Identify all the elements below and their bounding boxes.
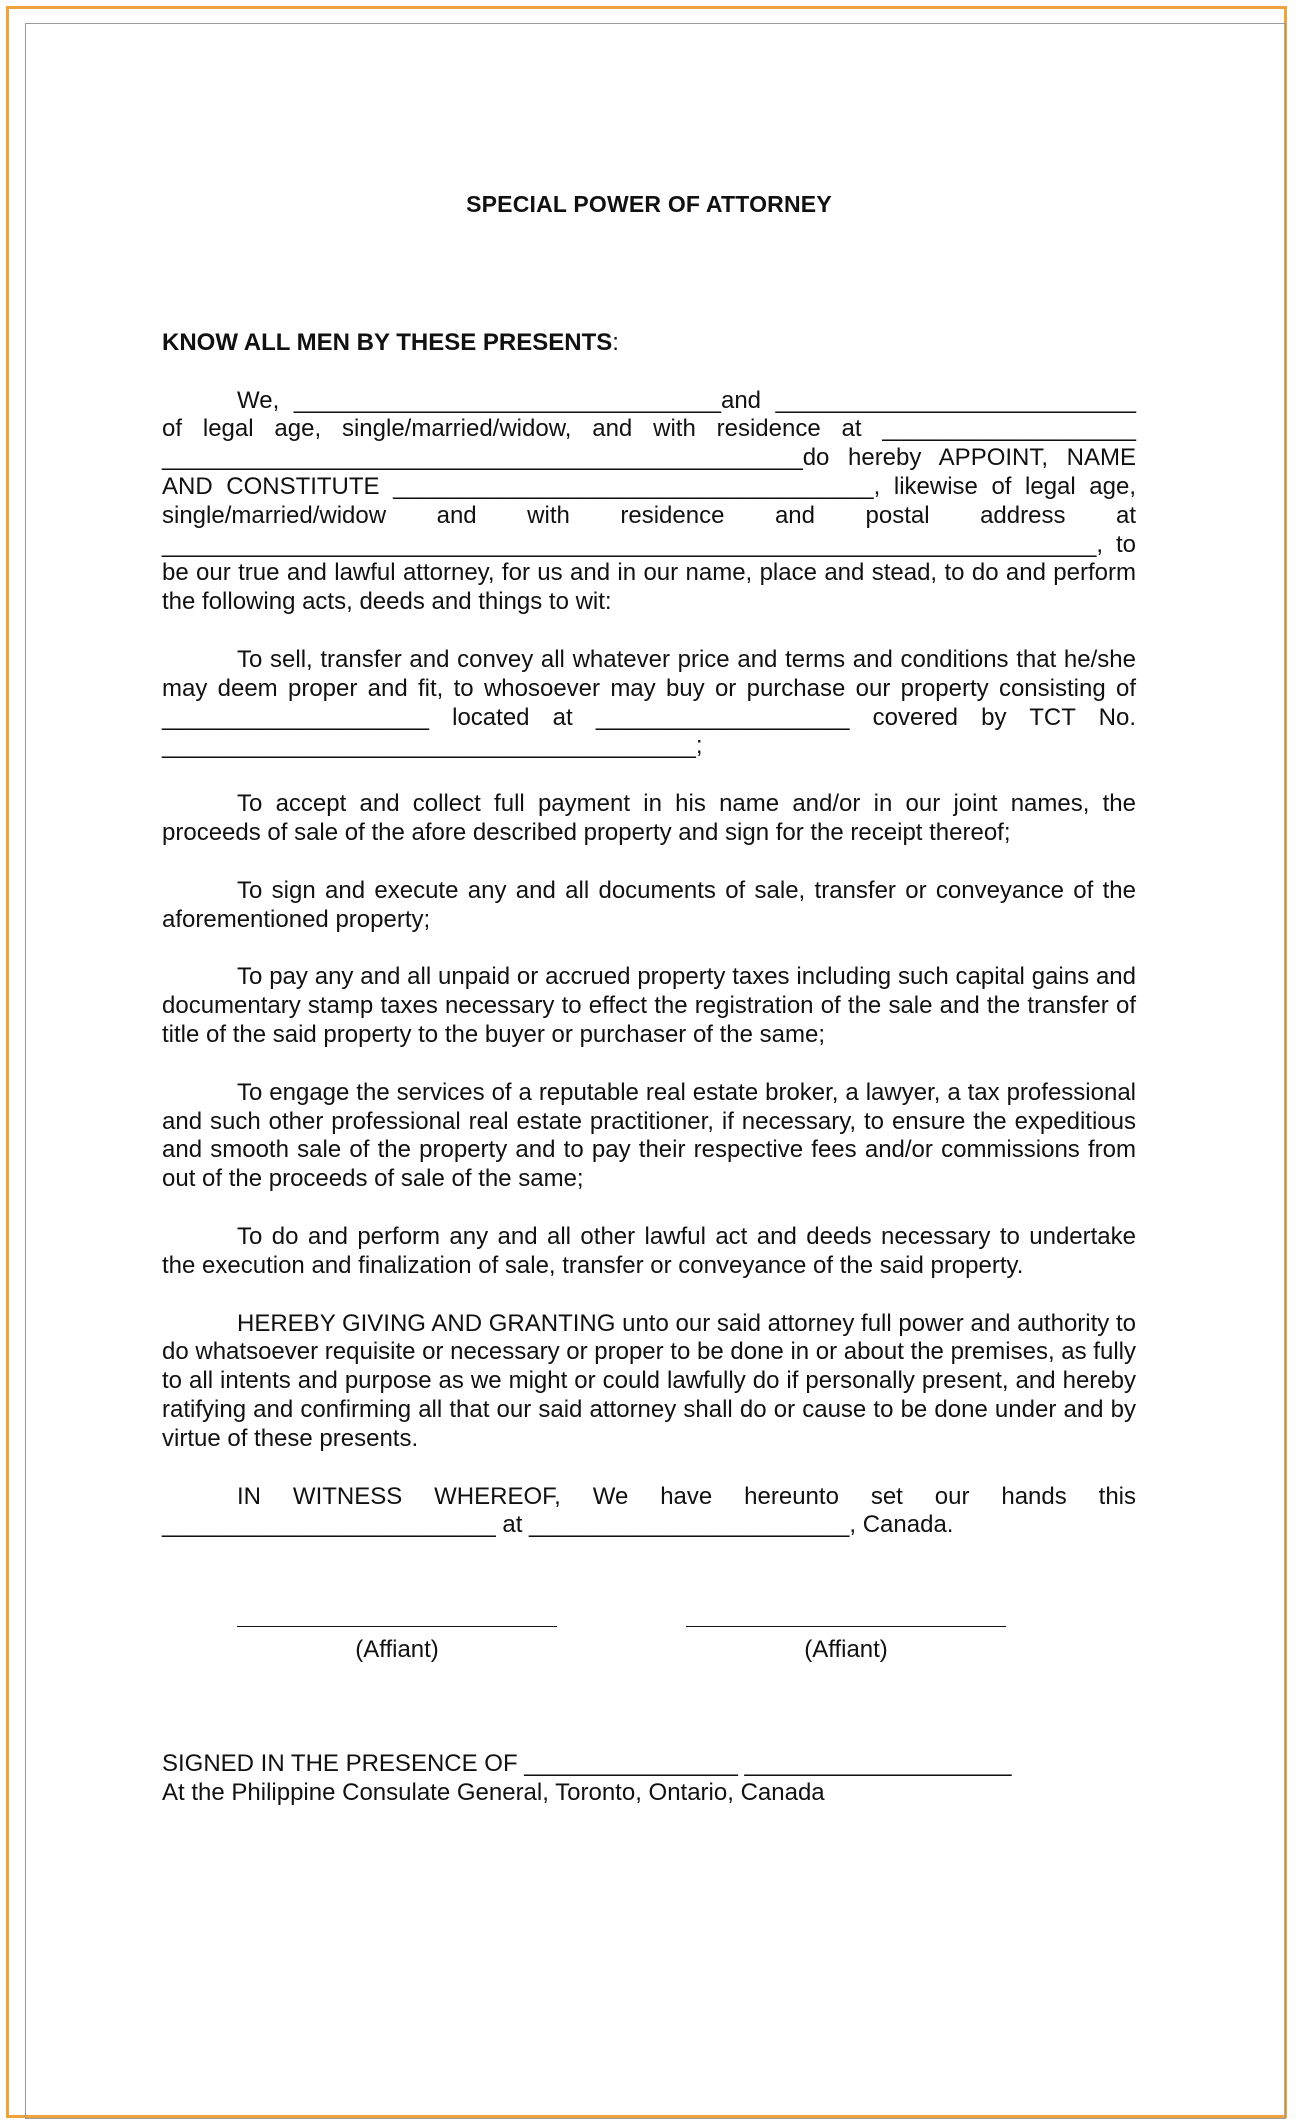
consulate-line: At the Philippine Consulate General, Toronto, Ontario, Canada <box>162 1778 825 1806</box>
paragraph-witness: IN WITNESS WHEREOF, We have hereunto set our hands this _________________________ at ________________________, Canada. <box>162 1482 1136 1539</box>
affiant-label-right: (Affiant) <box>804 1636 888 1664</box>
paragraph-appointment: We, ________________________________and ___________________________ of legal age, single/married/widow, and with residence at ___________________ ________________________________________________do hereby APPOINT, NAME AND CONSTITUTE ____________________________________, likewise of legal age, single/married/widow and with residence and postal address at ______________________________________________________________________, to be our true and lawful attorney, for us and in our name, place and stead, to do and perform the following acts, deeds and things to wit: <box>162 386 1136 616</box>
heading-colon: : <box>612 328 619 356</box>
paragraph-collect: To accept and collect full payment in his name and/or in our joint names, the proceeds of sale of the afore described property and sign for the receipt thereof; <box>162 790 1136 846</box>
signed-presence-line: SIGNED IN THE PRESENCE OF ________________ ____________________ <box>162 1750 1012 1778</box>
document-heading <box>162 329 1136 358</box>
signature-block <box>162 1626 1136 1716</box>
document-title: SPECIAL POWER OF ATTORNEY <box>466 191 832 217</box>
affiant-label-left: (Affiant) <box>355 1636 439 1664</box>
paragraph-taxes: To pay any and all unpaid or accrued property taxes including such capital gains and documentary stamp taxes necessary to effect the registration of the sale and the transfer of title of the said property to the buyer or purchaser of the same; <box>162 963 1136 1048</box>
presence-block <box>162 1750 1136 1808</box>
paragraph-sell: To sell, transfer and convey all whatever price and terms and conditions that he/she may deem proper and fit, to whosoever may buy or purchase our property consisting of ____________________ located at ___________________ covered by TCT No. ________________________________________; <box>162 645 1136 760</box>
paragraph-granting: HEREBY GIVING AND GRANTING unto our said attorney full power and authority to do whatsoever requisite or necessary or proper to be done in or about the premises, as fully to all intents and purpose as we might or could lawfully do if personally present, and hereby ratifying and confirming all that our said attorney shall do or cause to be done under and by virtue of these presents. <box>162 1309 1136 1452</box>
signature-line-right <box>686 1626 1006 1627</box>
signature-line-left <box>237 1626 557 1627</box>
paragraph-engage: To engage the services of a reputable real estate broker, a lawyer, a tax professional and such other professional real estate practitioner, if necessary, to ensure the expeditious and smooth sale of the property and to pay their respective fees and/or commissions from out of the proceeds of sale of the same; <box>162 1078 1136 1193</box>
paragraph-sign: To sign and execute any and all documents of sale, transfer or conveyance of the aforementioned property; <box>162 876 1136 933</box>
document-body <box>162 190 1136 1808</box>
heading-text: KNOW ALL MEN BY THESE PRESENTS <box>162 328 613 356</box>
paragraph-perform: To do and perform any and all other lawful act and deeds necessary to undertake the execution and finalization of sale, transfer or conveyance of the said property. <box>162 1222 1136 1279</box>
